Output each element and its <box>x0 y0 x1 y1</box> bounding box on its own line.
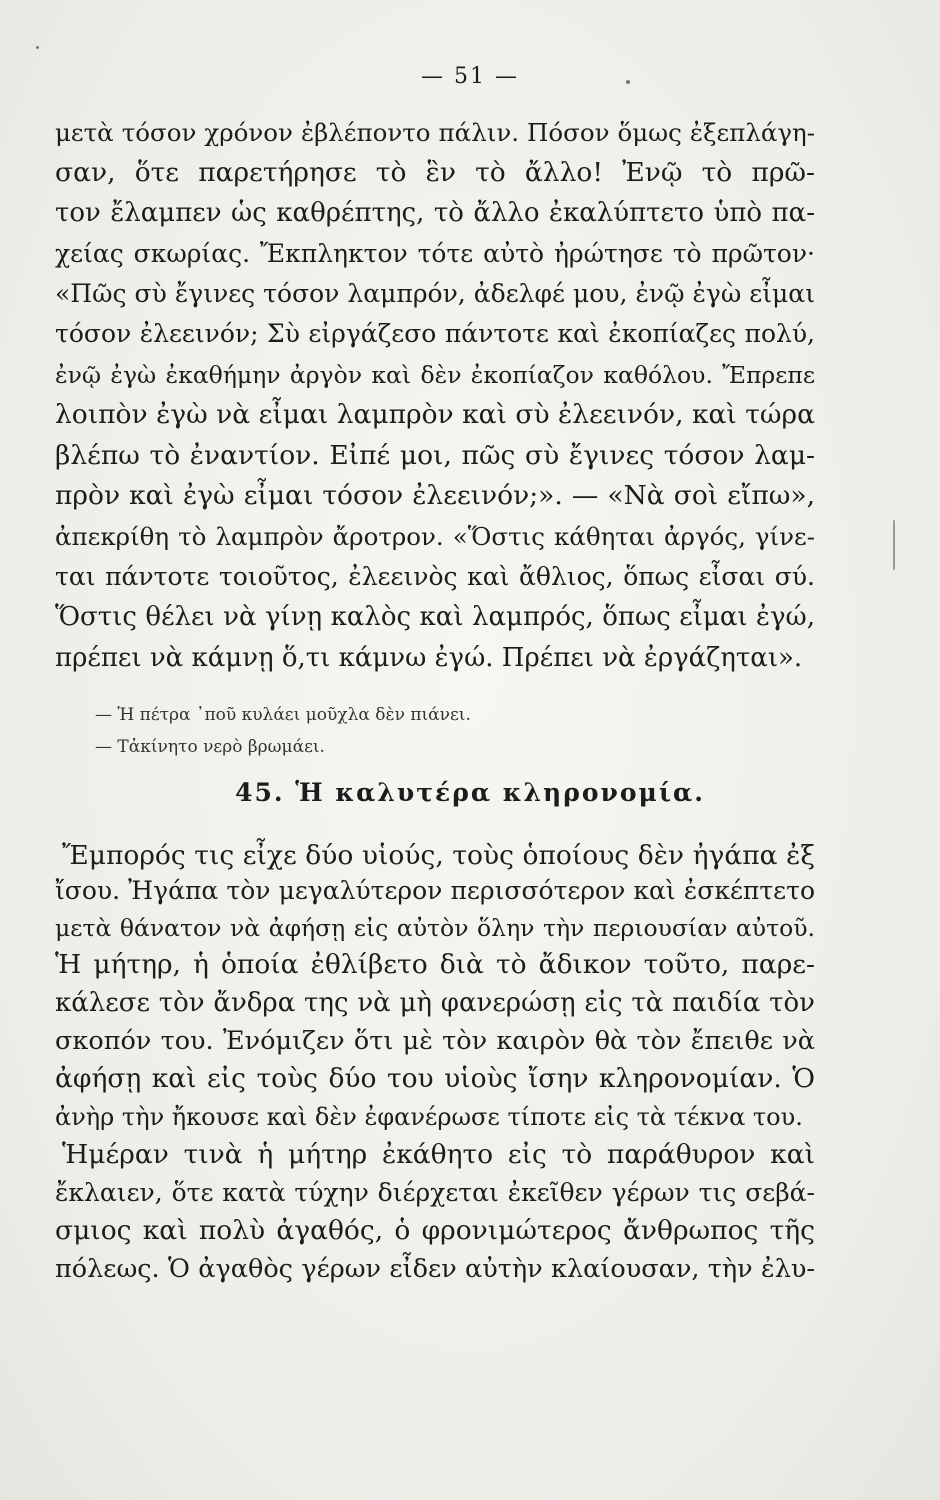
text-line: κάλεσε τὸν ἄνδρα της νὰ μὴ φανερώσῃ εἰς τὰ παιδία τὸν <box>55 988 815 1018</box>
text-line: μετὰ θάνατον νὰ ἀφήσῃ εἰς αὐτὸν ὅλην τὴν περιουσίαν αὐτοῦ. <box>55 914 815 942</box>
text-line: ἀφήσῃ καὶ εἰς τοὺς δύο του υἱοὺς ἴσην κληρονομίαν. Ὁ <box>55 1063 815 1094</box>
text-line: ἀνὴρ τὴν ἤκουσε καὶ δὲν ἐφανέρωσε τίποτε εἰς τὰ τέκνα του. <box>55 1103 803 1131</box>
text-line: λοιπὸν ἐγὼ νὰ εἶμαι λαμπρὸν καὶ σὺ ἐλεεινόν, καὶ τώρα <box>55 399 815 430</box>
text-line: πόλεως. Ὁ ἀγαθὸς γέρων εἶδεν αὐτὴν κλαίουσαν, τὴν ἐλυ- <box>55 1254 815 1284</box>
text-line: Ἔμπορός τις εἶχε δύο υἱούς, τοὺς ὁποίους δὲν ἠγάπα ἐξ <box>62 840 815 871</box>
text-line: Ἡ μήτηρ, ἡ ὁποία ἐθλίβετο διὰ τὸ ἄδικον τοῦτο, παρε- <box>55 949 815 980</box>
text-line: χείας σκωρίας. Ἔκπληκτον τότε αὐτὸ ἠρώτησε τὸ πρῶτον· <box>55 239 815 268</box>
section-heading: 45. Ἡ καλυτέρα κληρονομία. <box>235 778 705 807</box>
text-line: τον ἔλαμπεν ὡς καθρέπτης, τὸ ἄλλο ἐκαλύπτετο ὑπὸ πα- <box>55 198 815 228</box>
paper-speck <box>36 46 39 49</box>
text-line: Ἡμέραν τινὰ ἡ μήτηρ ἐκάθητο εἰς τὸ παράθυρον καὶ <box>62 1139 815 1170</box>
page-number: — 51 — <box>421 64 519 89</box>
text-line: βλέπω τὸ ἐναντίον. Εἰπέ μοι, πῶς σὺ ἔγινες τόσον λαμ- <box>55 440 815 471</box>
text-line: ἔκλαιεν, ὅτε κατὰ τύχην διέρχεται ἐκεῖθεν γέρων τις σεβά- <box>55 1178 815 1207</box>
proverb-line: — Ἡ πέτρα ᾽ποῦ κυλάει μοῦχλα δὲν πιάνει. <box>95 705 471 725</box>
text-line: πρὸν καὶ ἐγὼ εἶμαι τόσον ἐλεεινόν;». — «Νὰ σοὶ εἴπω», <box>55 480 815 511</box>
text-line: μετὰ τόσον χρόνον ἐβλέποντο πάλιν. Πόσον ὅμως ἐξεπλάγη- <box>55 118 815 147</box>
text-line: Ὅστις θέλει νὰ γίνῃ καλὸς καὶ λαμπρός, ὅπως εἶμαι ἐγώ, <box>55 602 815 632</box>
text-line: ἐνῷ ἐγὼ ἐκαθήμην ἀργὸν καὶ δὲν ἐκοπίαζον καθόλου. Ἔπρεπε <box>55 361 815 389</box>
text-line: σμιος καὶ πολὺ ἀγαθός, ὁ φρονιμώτερος ἄνθρωπος τῆς <box>55 1215 815 1246</box>
text-line: πρέπει νὰ κάμνῃ ὅ,τι κάμνω ἐγώ. Πρέπει νὰ ἐργάζηται». <box>55 643 803 673</box>
paper-speck <box>626 80 630 84</box>
text-line: «Πῶς σὺ ἔγινες τόσον λαμπρόν, ἀδελφέ μου, ἐνῷ ἐγὼ εἶμαι <box>55 279 815 308</box>
text-line: ται πάντοτε τοιοῦτος, ἐλεεινὸς καὶ ἄθλιος, ὅπως εἶσαι σύ. <box>55 562 815 591</box>
text-line: τόσον ἐλεεινόν; Σὺ εἰργάζεσο πάντοτε καὶ ἐκοπίαζες πολύ, <box>55 319 815 348</box>
text-line: ἴσου. Ἠγάπα τὸν μεγαλύτερον περισσότερον καὶ ἐσκέπτετο <box>55 876 815 905</box>
text-line: σαν, ὅτε παρετήρησε τὸ ἓν τὸ ἄλλο! Ἐνῷ τὸ πρῶ- <box>55 157 815 188</box>
paper-mark <box>893 520 895 570</box>
text-line: σκοπόν του. Ἐνόμιζεν ὅτι μὲ τὸν καιρὸν θὰ τὸν ἔπειθε νὰ <box>55 1026 815 1056</box>
proverb-line: — Τἀκίνητο νερὸ βρωμάει. <box>95 737 325 757</box>
text-line: ἀπεκρίθη τὸ λαμπρὸν ἄροτρον. «Ὅστις κάθηται ἀργός, γίνε- <box>55 522 815 551</box>
